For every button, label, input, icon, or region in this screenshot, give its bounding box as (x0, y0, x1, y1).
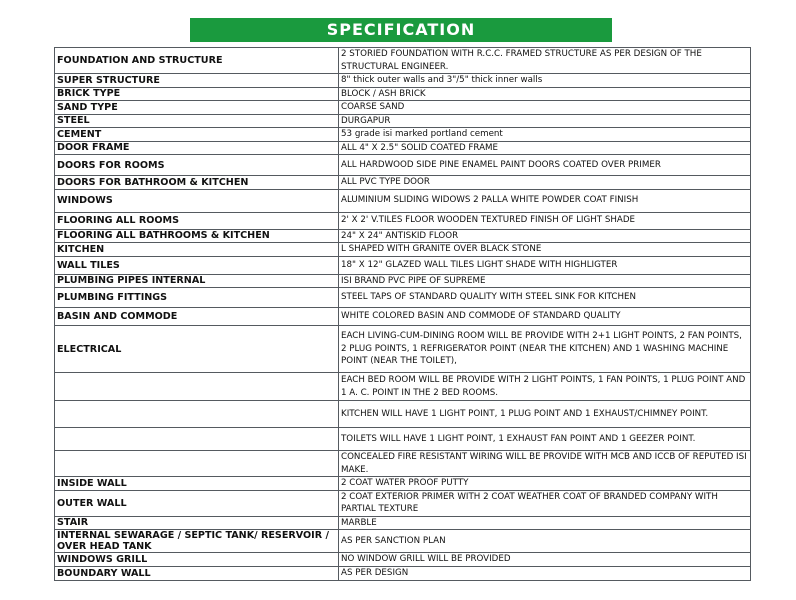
table-row (55, 74, 751, 88)
spec-value: BLOCK / ASH BRICK (339, 87, 751, 101)
table-row (55, 189, 751, 212)
spec-value: NO WINDOW GRILL WILL BE PROVIDED (339, 553, 751, 567)
specification-table-body (55, 48, 751, 581)
spec-value: ISI BRAND PVC PIPE OF SUPREME (339, 274, 751, 288)
spec-label: STEEL (55, 114, 339, 128)
spec-value: COARSE SAND (339, 101, 751, 115)
spec-value: MARBLE (339, 516, 751, 530)
spec-label: BRICK TYPE (55, 87, 339, 101)
spec-label: WINDOWS (55, 189, 339, 212)
table-row (55, 308, 751, 326)
spec-value: STEEL TAPS OF STANDARD QUALITY WITH STEEL SINK FOR KITCHEN (339, 288, 751, 308)
table-row (55, 530, 751, 553)
spec-value: EACH LIVING-CUM-DINING ROOM WILL BE PROVIDE WITH 2+1 LIGHT POINTS, 2 FAN POINTS, 2 PLUG POINTS, 1 REFRIGERATOR POINT (NEAR THE KITCHEN) AND 1 WASHING MACHINE POINT (NEAR THE TOILET), (339, 326, 751, 373)
table-row (55, 155, 751, 176)
spec-label: CEMENT (55, 128, 339, 142)
table-row (55, 490, 751, 516)
spec-label: INSIDE WALL (55, 477, 339, 491)
spec-value: KITCHEN WILL HAVE 1 LIGHT POINT, 1 PLUG POINT AND 1 EXHAUST/CHIMNEY POINT. (339, 401, 751, 428)
spec-label: INTERNAL SEWARAGE / SEPTIC TANK/ RESERVOIR / OVER HEAD TANK (55, 530, 339, 553)
spec-label: FLOORING ALL ROOMS (55, 212, 339, 229)
spec-label (55, 428, 339, 451)
table-row (55, 451, 751, 477)
spec-value: ALUMINIUM SLIDING WIDOWS 2 PALLA WHITE POWDER COAT FINISH (339, 189, 751, 212)
spec-label: DOORS FOR BATHROOM & KITCHEN (55, 176, 339, 190)
table-row (55, 516, 751, 530)
spec-value: TOILETS WILL HAVE 1 LIGHT POINT, 1 EXHAUST FAN POINT AND 1 GEEZER POINT. (339, 428, 751, 451)
spec-value: AS PER SANCTION PLAN (339, 530, 751, 553)
spec-value: L SHAPED WITH GRANITE OVER BLACK STONE (339, 243, 751, 257)
spec-value: WHITE COLORED BASIN AND COMMODE OF STANDARD QUALITY (339, 308, 751, 326)
table-row (55, 288, 751, 308)
spec-label: FOUNDATION AND STRUCTURE (55, 48, 339, 74)
spec-value: ALL HARDWOOD SIDE PINE ENAMEL PAINT DOORS COATED OVER PRIMER (339, 155, 751, 176)
spec-value: 8" thick outer walls and 3"/5" thick inner walls (339, 74, 751, 88)
table-row (55, 114, 751, 128)
spec-value: 53 grade isi marked portland cement (339, 128, 751, 142)
spec-label (55, 401, 339, 428)
spec-value: EACH BED ROOM WILL BE PROVIDE WITH 2 LIGHT POINTS, 1 FAN POINTS, 1 PLUG POINT AND 1 A. C. POINT IN THE 2 BED ROOMS. (339, 373, 751, 401)
table-row (55, 141, 751, 155)
table-row (55, 212, 751, 229)
table-row (55, 243, 751, 257)
table-row (55, 128, 751, 142)
spec-label (55, 373, 339, 401)
table-row (55, 176, 751, 190)
spec-value: 2' X 2' V.TILES FLOOR WOODEN TEXTURED FINISH OF LIGHT SHADE (339, 212, 751, 229)
spec-value: ALL 4" X 2.5" SOLID COATED FRAME (339, 141, 751, 155)
spec-label: PLUMBING FITTINGS (55, 288, 339, 308)
spec-label: DOOR FRAME (55, 141, 339, 155)
spec-label: WINDOWS GRILL (55, 553, 339, 567)
spec-value: CONCEALED FIRE RESISTANT WIRING WILL BE PROVIDE WITH MCB AND ICCB OF REPUTED ISI MAKE. (339, 451, 751, 477)
table-row (55, 256, 751, 274)
spec-value: 24" X 24" ANTISKID FLOOR (339, 229, 751, 243)
spec-label: PLUMBING PIPES INTERNAL (55, 274, 339, 288)
spec-value: 2 STORIED FOUNDATION WITH R.C.C. FRAMED STRUCTURE AS PER DESIGN OF THE STRUCTURAL ENGINEER. (339, 48, 751, 74)
specification-table (54, 47, 751, 581)
table-row (55, 477, 751, 491)
spec-label: STAIR (55, 516, 339, 530)
spec-value: 2 COAT EXTERIOR PRIMER WITH 2 COAT WEATHER COAT OF BRANDED COMPANY WITH PARTIAL TEXTURE (339, 490, 751, 516)
spec-value: AS PER DESIGN (339, 566, 751, 580)
spec-value: 18" X 12" GLAZED WALL TILES LIGHT SHADE WITH HIGHLIGTER (339, 256, 751, 274)
spec-label (55, 451, 339, 477)
spec-label: KITCHEN (55, 243, 339, 257)
table-row (55, 566, 751, 580)
table-row (55, 48, 751, 74)
spec-value: 2 COAT WATER PROOF PUTTY (339, 477, 751, 491)
spec-label: SUPER STRUCTURE (55, 74, 339, 88)
spec-label: BASIN AND COMMODE (55, 308, 339, 326)
spec-value: DURGAPUR (339, 114, 751, 128)
table-row (55, 87, 751, 101)
spec-label: ELECTRICAL (55, 326, 339, 373)
table-row (55, 553, 751, 567)
spec-label: BOUNDARY WALL (55, 566, 339, 580)
table-row (55, 274, 751, 288)
spec-label: FLOORING ALL BATHROOMS & KITCHEN (55, 229, 339, 243)
spec-value: ALL PVC TYPE DOOR (339, 176, 751, 190)
table-row (55, 229, 751, 243)
spec-label: DOORS FOR ROOMS (55, 155, 339, 176)
table-row (55, 101, 751, 115)
table-row (55, 373, 751, 401)
table-row (55, 428, 751, 451)
table-row (55, 326, 751, 373)
spec-label: WALL TILES (55, 256, 339, 274)
specification-title: SPECIFICATION (190, 18, 612, 42)
spec-label: OUTER WALL (55, 490, 339, 516)
spec-label: SAND TYPE (55, 101, 339, 115)
table-row (55, 401, 751, 428)
